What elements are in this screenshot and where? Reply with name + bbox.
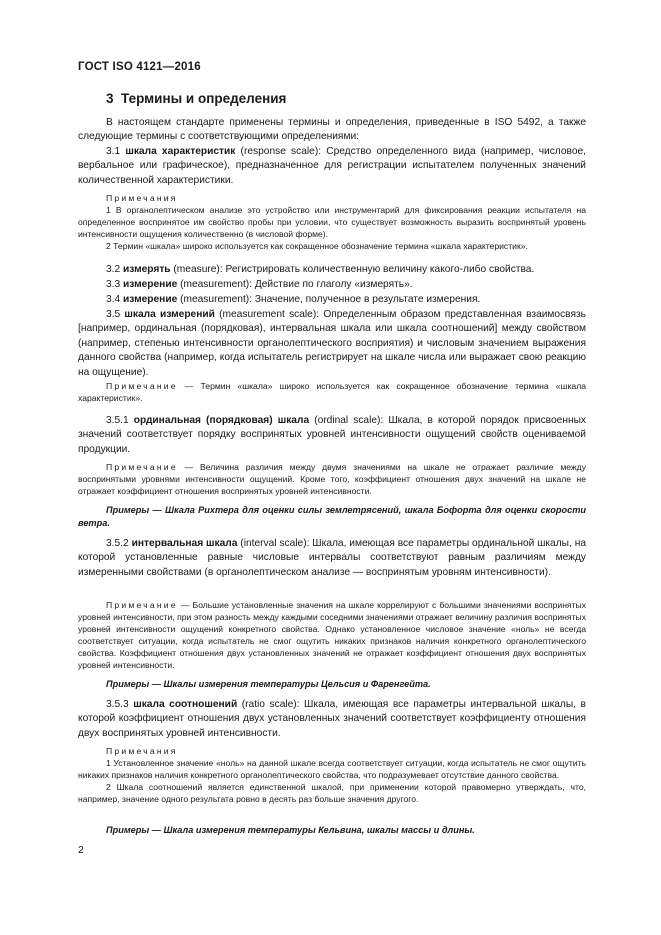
note-heading: Примечание [106, 381, 178, 391]
term-name: шкала соотношений [133, 699, 238, 710]
section-title [106, 91, 286, 106]
term-number: 3.5.3 [106, 699, 129, 710]
term-definition: (measurement): Значение, полученное в результате измерения. [177, 294, 481, 305]
term-3-5-1 [78, 414, 586, 457]
examples-3-5-1: Примеры — Шкала Рихтера для оценки силы землетрясений, шкала Бофорта для оценки скорости ветра. [78, 505, 586, 528]
term-definition: (measure): Регистрировать количественную величину какого-либо свойства. [170, 264, 535, 275]
term-definition: (ordinal scale): Шкала, в которой порядок присвоенных значений соответствует порядку воспринятых уровней интенсивности ощущений свойств оцениваемой продукции. [78, 415, 586, 455]
note-3-5 [78, 381, 586, 405]
term-definition: (ratio scale): Шкала, имеющая все параметры интервальной шкалы, в которой коэффициент отношения двух установленных значений соответствует коэффициенту отношения двух воспринятых уровней интенсивности. [78, 699, 586, 739]
term-name: шкала характеристик [125, 146, 236, 157]
notes-heading: Примечания [106, 193, 178, 203]
term-name: шкала измерений [124, 309, 215, 320]
term-definition: (measurement scale): Определенным образом представленная взаимосвязь [например, ординальная (порядковая), интервальная шкала или шкала соотношений] между свойством (например, степенью интенсивности органолептического восприятия) и числовым значением выражения данного свойства (например, когда испытатель регистрирует на шкале числа или выражает свою реакцию на ощущение). [78, 309, 586, 378]
note-3-5-1 [78, 462, 586, 498]
term-3-5 [78, 308, 586, 380]
note-text: — Большие установленные значения на шкале коррелируют с большими значениями воспринятых уровней интенсивности, при этом разность между каждыми соседними значениями отражает величину различия воспринятых уровней интенсивности ощущений конкретного свойства. Однако установленное числовое значение «ноль» не всегда соответствует ситуации, когда испытатель не смог ощутить никаких признаков наличия конкретного органолептического свойства. Коэффициент отношения двух установленных значений не отражает коэффициент отношения двух воспринятых уровней интенсивности. [78, 600, 586, 670]
term-name: измерение [123, 279, 178, 290]
term-3-5-2 [78, 537, 586, 580]
term-name: ординальная (порядковая) шкала [133, 415, 310, 426]
note-3-5-2 [78, 600, 586, 671]
term-definition: (response scale): Средство определенного вида (например, числовое, вербальное или графическое), предназначенное для регистрации испытателем полученных значений количественной характеристики. [78, 146, 586, 186]
notes-3-1 [78, 193, 586, 253]
note-2: 2 Шкала соотношений является единственной шкалой, при применении которой правомерно утверждать, что, например, значение одного результата ровно в десять раз больше значения другого. [78, 781, 586, 804]
term-3-1 [78, 145, 586, 188]
notes-heading: Примечания [106, 746, 178, 756]
term-number: 3.5 [106, 309, 121, 320]
term-number: 3.5.1 [106, 415, 129, 426]
term-number: 3.2 [106, 264, 121, 275]
section-intro: В настоящем стандарте применены термины и определения, приведенные в ISO 5492, а также следующие термины с соответствующими определениями: [78, 117, 586, 143]
examples-3-5-2: Примеры — Шкалы измерения температуры Цельсия и Фаренгейта. [106, 679, 431, 689]
term-3-4 [78, 293, 586, 307]
term-number: 3.4 [106, 294, 121, 305]
notes-3-5-3 [78, 746, 586, 806]
note-heading: Примечание [106, 462, 178, 472]
term-name: измерение [123, 294, 178, 305]
term-number: 3.3 [106, 279, 121, 290]
term-number: 3.1 [106, 146, 121, 157]
term-3-3 [78, 278, 586, 292]
note-text: — Термин «шкала» широко используется как сокращенное обозначение термина «шкала характеристик». [78, 381, 586, 403]
note-2: 2 Термин «шкала» широко используется как сокращенное обозначение термина «шкала характеристик». [106, 240, 528, 251]
examples-3-5-3: Примеры — Шкала измерения температуры Кельвина, шкалы массы и длины. [106, 825, 475, 835]
page-number: 2 [78, 844, 84, 856]
term-name: измерять [123, 264, 171, 275]
note-1: 1 Установленное значение «ноль» на данной шкале всегда соответствует ситуации, когда испытатель не смог ощутить никаких признаков наличия конкретного органолептического свойства, что подразумевает отсутствие данного свойства. [78, 757, 586, 780]
term-definition: (interval scale): Шкала, имеющая все параметры ординальной шкалы, на которой установленные равные числовые интервалы соответствуют равным различиям между измеренными свойствами (в органолептическом анализе — воспринятым уровням интенсивности). [78, 538, 586, 578]
note-text: — Величина различия между двумя значениями на шкале не отражает различие между воспринятыми уровнями интенсивности ощущений. Кроме того, коэффициент отношения двух значений на шкале не отражает коэффициент отношения воспринятых уровней интенсивности. [78, 462, 586, 496]
note-1: 1 В органолептическом анализе это устройство или инструментарий для фиксирования реакции испытателя на определенное воспринятое им свойство пробы при условии, что существует возможность выразить воспринятый уровень интенсивности ощущения количественно (в числовой форме). [78, 204, 586, 239]
term-name: интервальная шкала [131, 538, 238, 549]
term-number: 3.5.2 [106, 538, 129, 549]
note-heading: Примечание [106, 600, 178, 610]
section-number: 3 [106, 91, 114, 106]
term-3-2 [78, 263, 586, 277]
document-code: ГОСТ ISO 4121—2016 [78, 61, 201, 73]
term-definition: (measurement): Действие по глаголу «измерять». [177, 279, 413, 290]
term-3-5-3 [78, 698, 586, 741]
section-title-text: Термины и определения [121, 91, 287, 106]
